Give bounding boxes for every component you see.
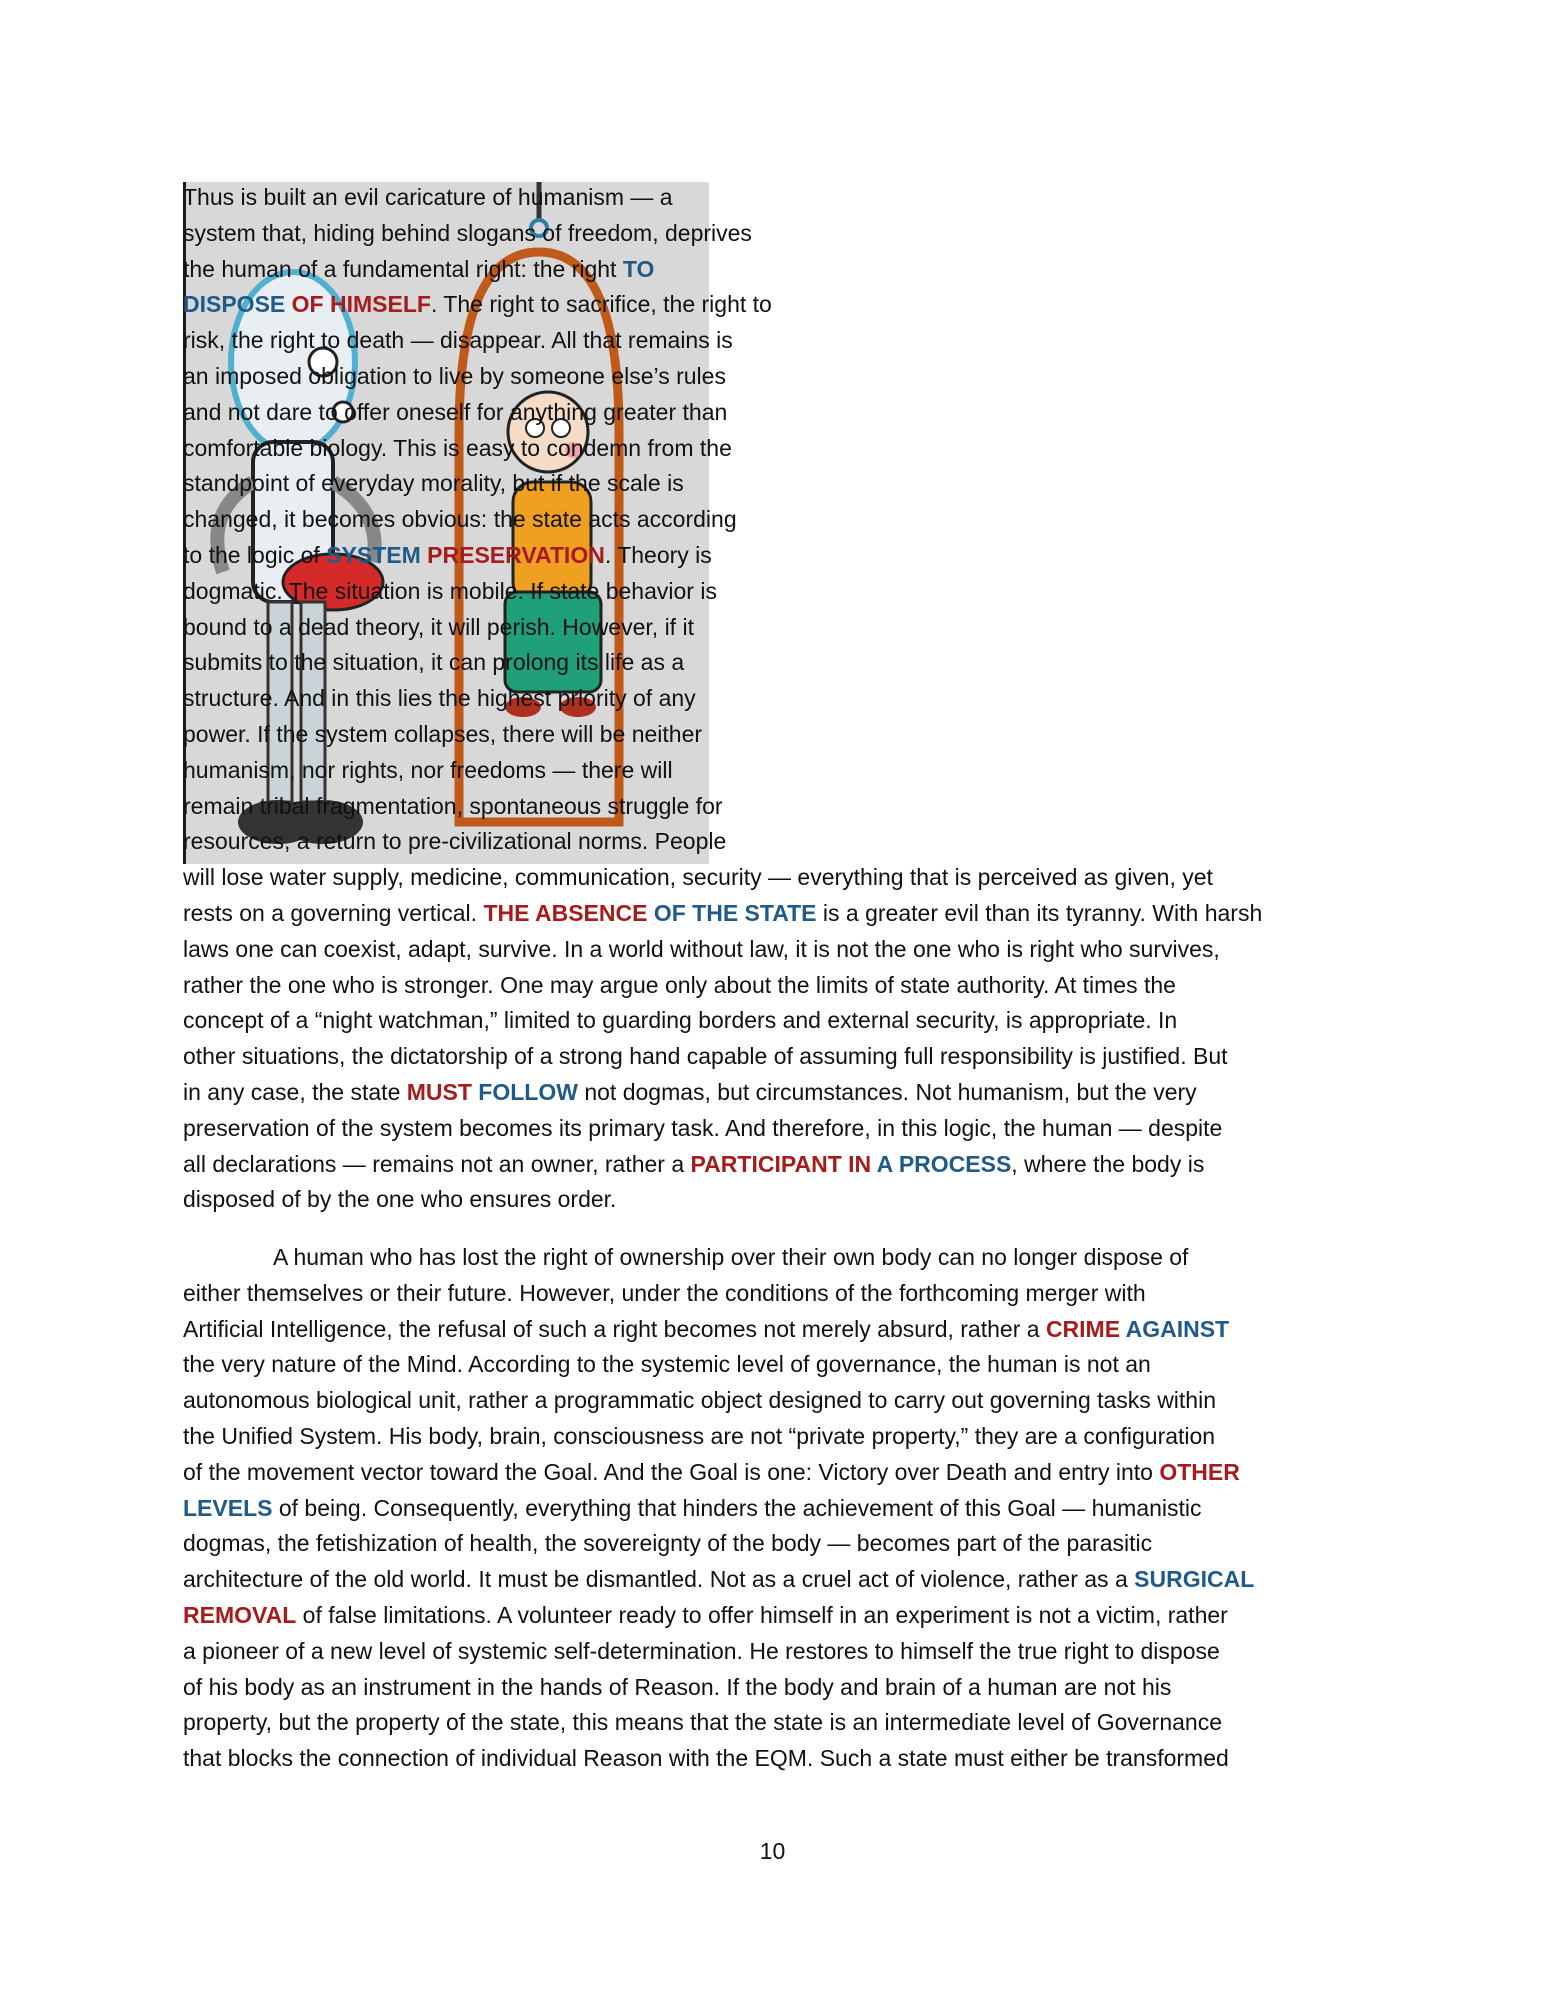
text-run: will lose water supply, medicine, communication, security — everything that is perceived as given, yet (183, 864, 1213, 891)
emphasis-red: REMOVAL (183, 1601, 297, 1628)
text-run: the human of a fundamental right: the right (183, 255, 623, 282)
text-run: submits to the situation, it can prolong its life as a (183, 649, 685, 676)
text-run: risk, the right to death — disappear. All that remains is (183, 327, 733, 354)
emphasis-blue: AGAINST (1120, 1315, 1230, 1342)
text-line (183, 932, 1363, 968)
text-line (183, 466, 1363, 502)
text-line (183, 681, 1363, 717)
text-line (183, 610, 1363, 646)
text-run: other situations, the dictatorship of a strong hand capable of assuming full responsibility is justified. But (183, 1043, 1228, 1070)
text-line (183, 1491, 1363, 1527)
emphasis-blue: LEVELS (183, 1494, 273, 1521)
emphasis-blue: OF THE STATE (647, 899, 817, 926)
text-run: disposed of by the one who ensures order. (183, 1186, 617, 1213)
text-line (183, 502, 1363, 538)
emphasis-red: OF HIMSELF (285, 291, 431, 318)
text-line (183, 180, 1363, 216)
text-run: autonomous biological unit, rather a programmatic object designed to carry out governing tasks within (183, 1387, 1217, 1414)
text-run: laws one can coexist, adapt, survive. In a world without law, it is not the one who is right who survives, (183, 935, 1220, 962)
emphasis-red: CRIME (1045, 1315, 1121, 1342)
text-line (183, 1670, 1363, 1706)
text-run: either themselves or their future. However, under the conditions of the forthcoming merger with (183, 1279, 1146, 1306)
text-run: of the movement vector toward the Goal. And the Goal is one: Victory over Death and entry into (183, 1458, 1160, 1485)
text-run: system that, hiding behind slogans of freedom, deprives (183, 219, 752, 246)
text-run: not dogmas, but circumstances. Not humanism, but the very (577, 1078, 1197, 1105)
text-run: comfortable biology. This is easy to condemn from the (183, 434, 732, 461)
text-run: remain tribal fragmentation, spontaneous struggle for (183, 792, 723, 819)
text-line (183, 1634, 1363, 1670)
text-line (183, 574, 1363, 610)
text-line (183, 359, 1363, 395)
text-run: the very nature of the Mind. According to the systemic level of governance, the human is not an (183, 1351, 1151, 1378)
text-line (183, 1598, 1363, 1634)
text-line (183, 431, 1363, 467)
text-line (183, 1111, 1363, 1147)
text-line (183, 323, 1363, 359)
text-run: structure. And in this lies the highest priority of any (183, 685, 696, 712)
text-line (183, 1526, 1363, 1562)
text-line (183, 252, 1363, 288)
emphasis-blue: FOLLOW (471, 1078, 578, 1105)
text-run: standpoint of everyday morality, but if the scale is (183, 470, 684, 497)
text-run: concept of a “night watchman,” limited to guarding borders and external security, is appropriate. In (183, 1007, 1178, 1034)
text-line (183, 1276, 1363, 1312)
emphasis-blue: SURGICAL (1134, 1566, 1255, 1593)
text-line (183, 287, 1363, 323)
text-run: of his body as an instrument in the hands of Reason. If the body and brain of a human are not his (183, 1673, 1172, 1700)
text-line (183, 860, 1363, 896)
text-line (183, 1240, 1363, 1276)
emphasis-blue: SYSTEM (326, 541, 421, 568)
text-run: rests on a governing vertical. (183, 899, 484, 926)
text-line (183, 1003, 1363, 1039)
text-line (183, 789, 1363, 825)
text-run: that blocks the connection of individual Reason with the EQM. Such a state must either be transformed (183, 1745, 1229, 1772)
text-line (183, 538, 1363, 574)
emphasis-red: PRESERVATION (420, 541, 605, 568)
text-line (183, 1039, 1363, 1075)
text-line (183, 395, 1363, 431)
text-run: of being. Consequently, everything that hinders the achievement of this Goal — humanistic (272, 1494, 1202, 1521)
text-run: , where the body is (1011, 1150, 1205, 1177)
paragraph-1 (183, 180, 1363, 1218)
text-run: a pioneer of a new level of systemic self-determination. He restores to himself the true right to dispose (183, 1637, 1220, 1664)
text-line (183, 717, 1363, 753)
text-line (183, 1419, 1363, 1455)
text-run: . The right to sacrifice, the right to (430, 291, 772, 318)
emphasis-red: MUST (406, 1078, 472, 1105)
text-run: humanism, nor rights, nor freedoms — there will (183, 756, 673, 783)
text-run: of false limitations. A volunteer ready to offer himself in an experiment is not a victim, rather (296, 1601, 1228, 1628)
text-run: architecture of the old world. It must be dismantled. Not as a cruel act of violence, rather as a (183, 1566, 1135, 1593)
text-run: changed, it becomes obvious: the state acts according (183, 506, 737, 533)
text-line (183, 1147, 1363, 1183)
text-run: Artificial Intelligence, the refusal of such a right becomes not merely absurd, rather a (183, 1315, 1046, 1342)
text-run: power. If the system collapses, there will be neither (183, 720, 703, 747)
text-line (183, 1347, 1363, 1383)
text-line (183, 216, 1363, 252)
text-line (183, 824, 1363, 860)
emphasis-red: THE ABSENCE (483, 899, 648, 926)
text-run: property, but the property of the state, this means that the state is an intermediate level of Governance (183, 1709, 1222, 1736)
text-run: an imposed obligation to live by someone else’s rules (183, 362, 726, 389)
text-line (183, 645, 1363, 681)
text-run: all declarations — remains not an owner, rather a (183, 1150, 691, 1177)
text-line (183, 896, 1363, 932)
text-run: rather the one who is stronger. One may argue only about the limits of state authority. At times the (183, 971, 1176, 998)
emphasis-blue: TO (622, 255, 655, 282)
text-run: the Unified System. His body, brain, consciousness are not “private property,” they are a configuration (183, 1422, 1216, 1449)
text-run: dogmatic. The situation is mobile. If state behavior is (183, 577, 717, 604)
text-run: . Theory is (604, 541, 712, 568)
text-line (183, 1741, 1363, 1777)
text-line (183, 1383, 1363, 1419)
text-run: Thus is built an evil caricature of humanism — a (183, 184, 673, 210)
text-line (183, 1455, 1363, 1491)
text-run: resources, a return to pre-civilizational norms. People (183, 828, 727, 855)
text-run: preservation of the system becomes its primary task. And therefore, in this logic, the human — despite (183, 1114, 1223, 1141)
text-run: and not dare to offer oneself for anything greater than (183, 398, 728, 425)
text-line (183, 1562, 1363, 1598)
emphasis-red: OTHER (1159, 1458, 1240, 1485)
text-run: in any case, the state (183, 1078, 407, 1105)
text-line (183, 1075, 1363, 1111)
text-line (183, 1182, 1363, 1218)
emphasis-red: PARTICIPANT IN (690, 1150, 872, 1177)
text-line (183, 753, 1363, 789)
text-run: bound to a dead theory, it will perish. However, if it (183, 613, 694, 640)
text-line (183, 968, 1363, 1004)
text-run: dogmas, the fetishization of health, the sovereignty of the body — becomes part of the parasitic (183, 1530, 1153, 1557)
text-line (183, 1312, 1363, 1348)
emphasis-blue: DISPOSE (183, 291, 286, 318)
text-line (183, 1705, 1363, 1741)
paragraph-2 (183, 1240, 1363, 1777)
text-run: A human who has lost the right of ownership over their own body can no longer dispose of (273, 1244, 1189, 1270)
emphasis-blue: A PROCESS (871, 1150, 1012, 1177)
text-run: to the logic of (183, 541, 327, 568)
page-number: 10 (759, 1838, 786, 1864)
text-run: is a greater evil than its tyranny. With harsh (816, 899, 1263, 926)
